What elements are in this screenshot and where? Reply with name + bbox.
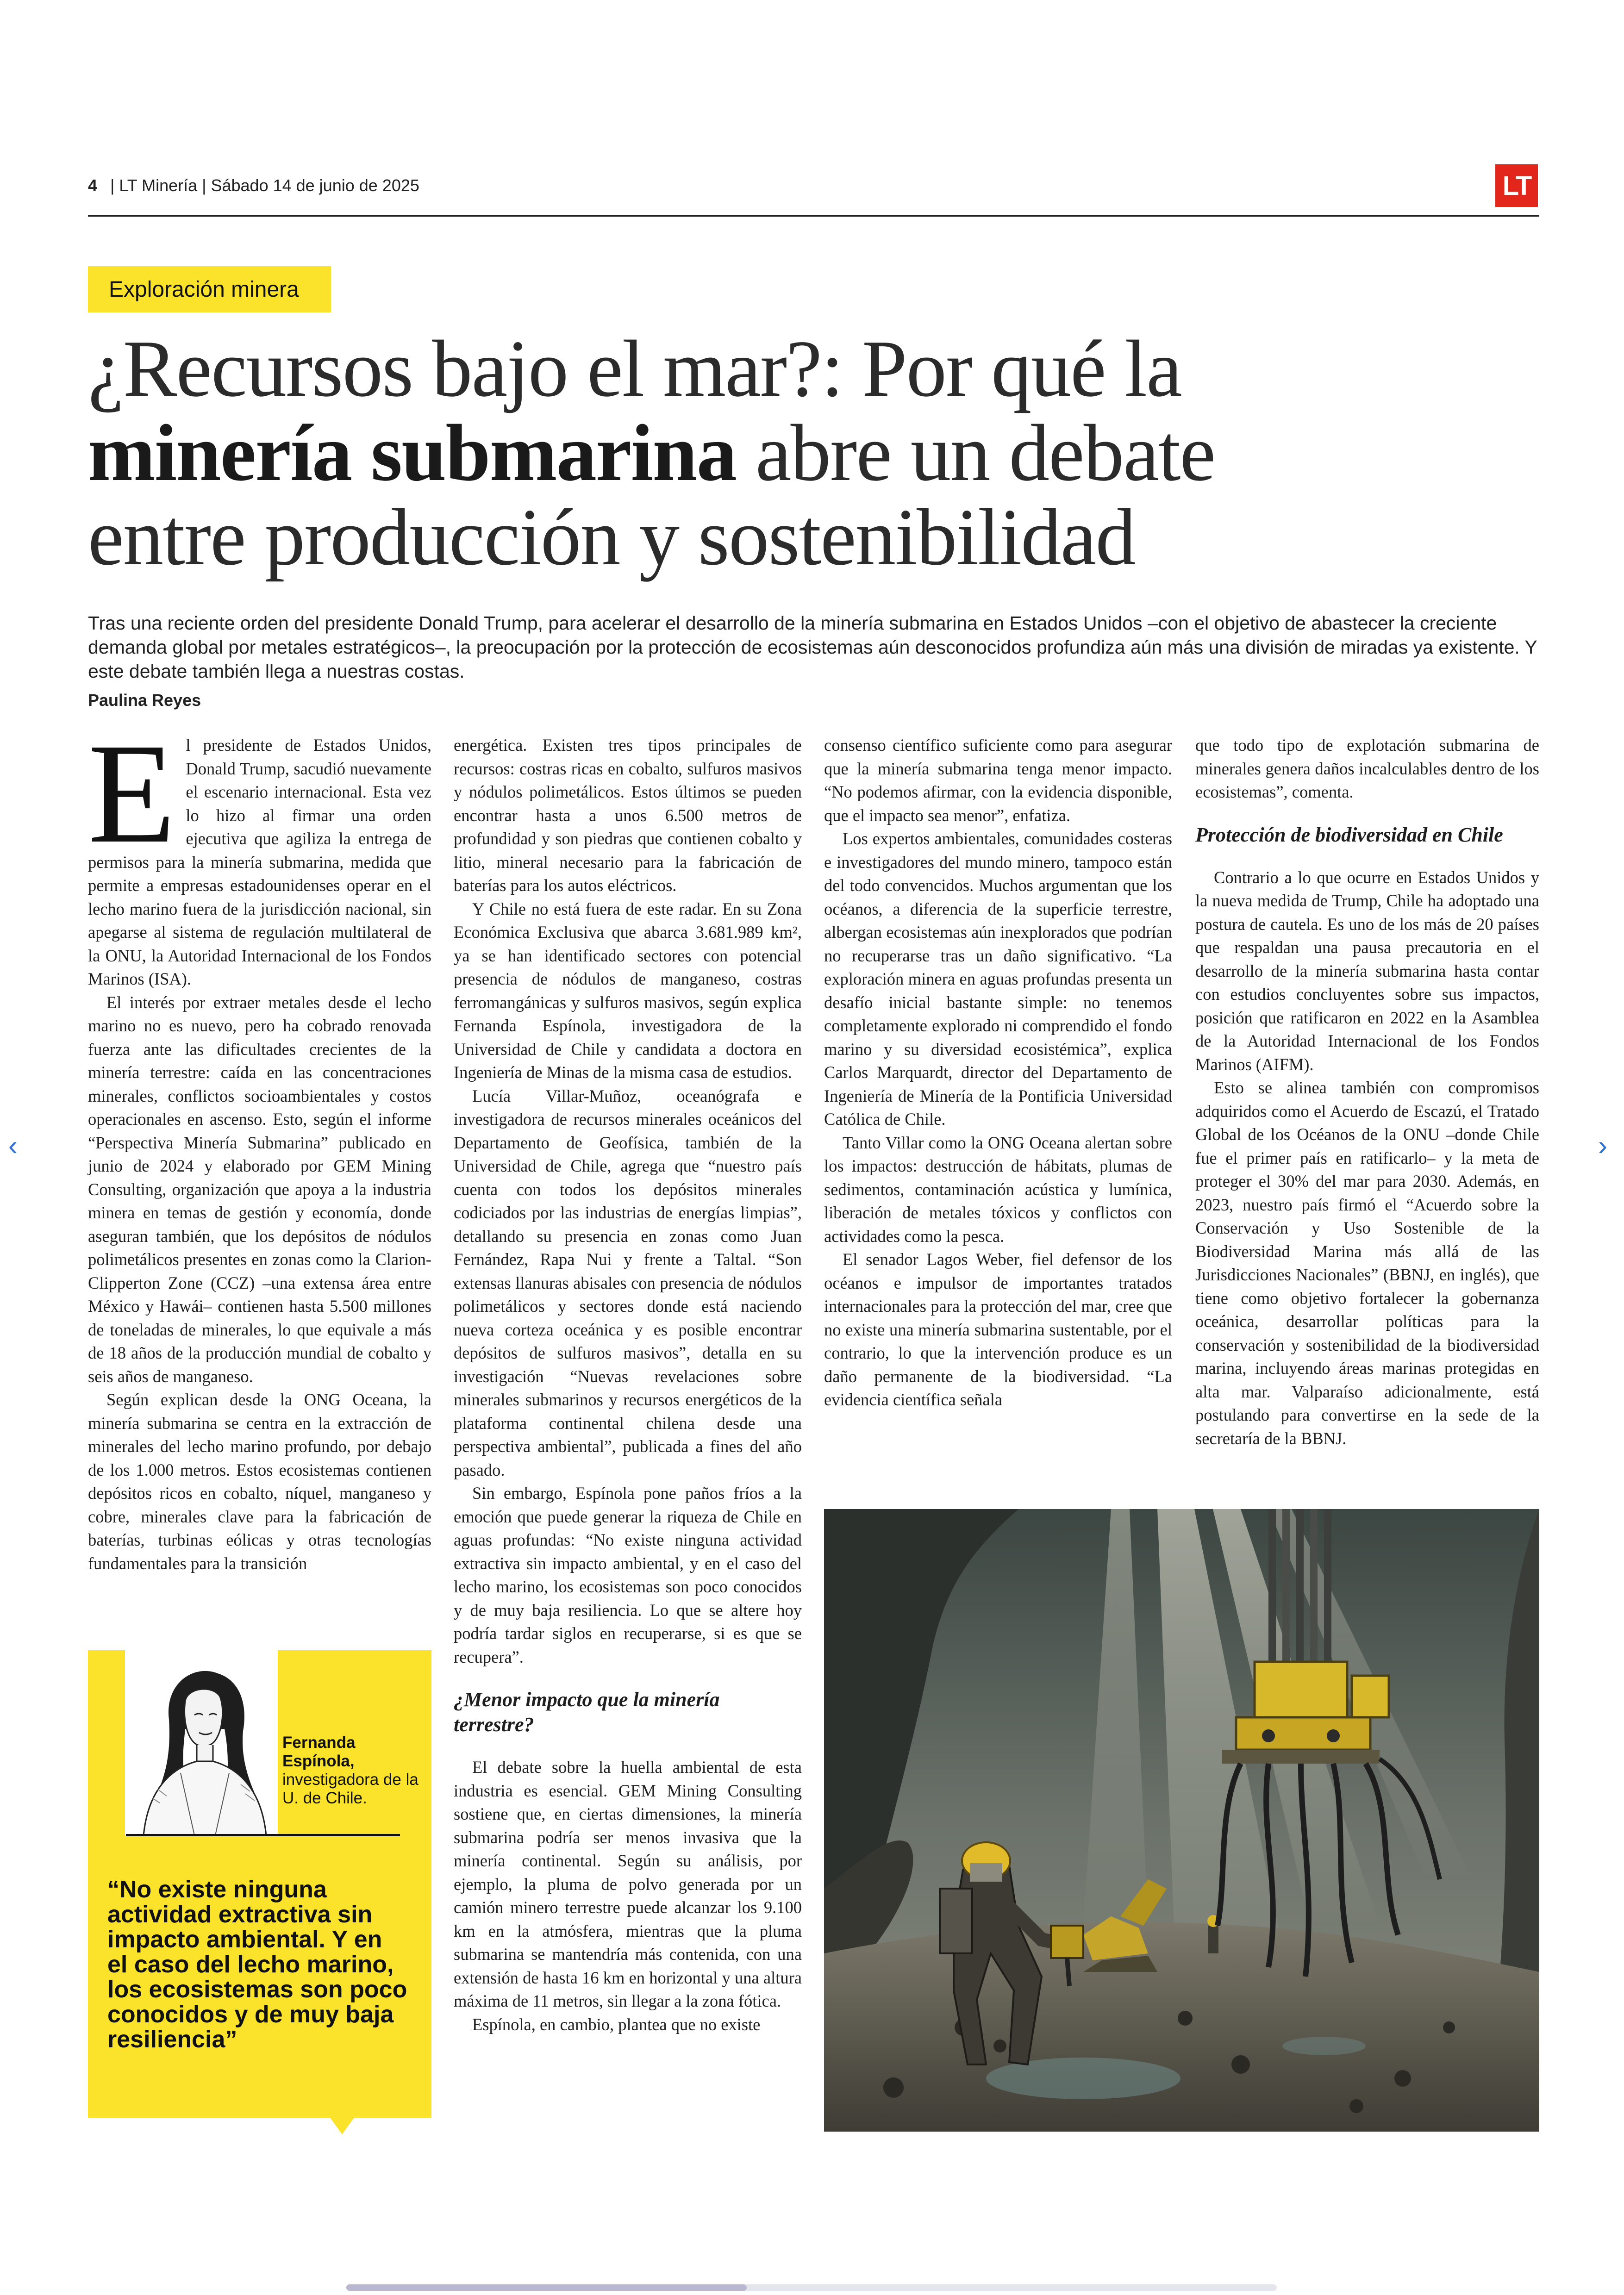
- quote-name: Fernanda Espínola,: [282, 1734, 356, 1770]
- pull-quote: “No existe ninguna actividad extractiva sin impacto ambiental. Y en el caso del lecho marino, los ecosistemas son poco conocidos y de muy baja resiliencia”: [107, 1876, 407, 2053]
- headline: [88, 324, 1539, 582]
- quote-pointer: [330, 2118, 354, 2134]
- article-paragraph: Sin embargo, Espínola pone paños fríos a la emoción que puede generar la riqueza de Chile en aguas profundas: “No existe ninguna actividad extractiva sin impacto ambiental, y en el caso del lecho marino, los ecosistemas son poco conocidos y de muy baja resiliencia. Lo que se altere hoy podría tardar siglos en recuperarse, si es que se recupera”.: [454, 1484, 802, 1666]
- portrait-illustration: [125, 1650, 278, 1835]
- article-column-2: [454, 734, 802, 2036]
- article-paragraph: que todo tipo de explotación submarina de minerales genera daños incalculables dentro de los ecosistemas”, comenta.: [1195, 736, 1539, 801]
- headline-line-1: ¿Recursos bajo el mar?: Por qué la: [88, 324, 1181, 413]
- article-column-3: [824, 734, 1172, 1412]
- quote-role: investigadora de la U. de Chile.: [282, 1771, 418, 1807]
- article-column-1: [88, 714, 431, 1575]
- article-paragraph: Lucía Villar-Muñoz, oceanógrafa e investigadora de recursos minerales oceánicos del Departamento de Geofísica, también de la Universidad de Chile, agrega que “nuestro país cuenta con todos los depósitos minerales codiciados por las industrias de energías limpias”, detallando su presencia en zonas como Juan Fernández, Rapa Nui y frente a Taltal. “Son extensas llanuras abisales con presencia de nódulos polimetálicos y sectores donde está naciendo nueva corteza oceánica y es posible encontrar depósitos de sulfuros masivos”, detalla en su investigación “Nuevas revelaciones sobre minerales submarinos y recursos energéticos de la plataforma continental chilena desde una perspectiva ambiental”, publicada a fines del año pasado.: [454, 1086, 802, 1479]
- subheading: ¿Menor impacto que la minería terrestre?: [454, 1688, 720, 1736]
- article-paragraph: Espínola, en cambio, plantea que no existe: [472, 2014, 761, 2034]
- article-paragraph: El interés por extraer metales desde el lecho marino no es nuevo, pero ha cobrado renovada fuerza ante las dificultades crecientes de la minería terrestre: caída en las concentraciones minerales, conflictos socioambientales y costos operacionales en ascenso. Esto, según el informe “Perspectiva Minería Submarina” publicado en junio de 2024 y elaborado por GEM Mining Consulting, organización que apoya a la industria minera en temas de gestión y economía, donde aseguran también, que los depósitos de nódulos polimetálicos presentes en zonas como la Clarion-Clipperton Zone (CCZ) –una extensa área entre México y Hawái– contienen hasta 5.500 millones de toneladas de minerales, lo que equivale a más de 18 años de la producción mundial de cobalto y seis años de manganeso.: [88, 992, 431, 1386]
- chevron-left-icon[interactable]: ‹: [8, 1130, 18, 1161]
- section-tag: Exploración minera: [88, 266, 331, 312]
- quote-attribution: [282, 1734, 421, 1808]
- headline-bold: minería submarina: [88, 408, 737, 498]
- article-paragraph: El senador Lagos Weber, fiel defensor de los océanos e impulsor de importantes tratados internacionales para la protección del mar, cree que no existe una minería submarina sustentable, por el contrario, lo que la intervención produce es un daño permanente de la biodiversidad. “La evidencia científica señala: [824, 1250, 1172, 1409]
- headline-line-2-rest: abre un debate: [736, 408, 1215, 498]
- quote-divider: [126, 1834, 400, 1836]
- article-column-4: [1195, 734, 1539, 1450]
- page-header: [88, 176, 419, 195]
- article-paragraph: Los expertos ambientales, comunidades costeras e investigadores del mundo minero, tampoco están del todo convencidos. Muchos argumentan que los océanos, a diferencia de la superficie terrestre, albergan ecosistemas aún inexplorados que podrían no recuperarse tras un daño significativo. “La exploración minera en aguas profundas presenta un desafío inicial bastante simple: no tenemos completamente explorado ni comprendido el fondo marino y su diversidad ecosistémica”, explica Carlos Marquardt, director del Departamento de Ingeniería de Minería de la Pontificia Universidad Católica de Chile.: [824, 829, 1172, 1129]
- deep-sea-mining-illustration: [824, 1509, 1539, 2132]
- standfirst: Tras una reciente orden del presidente Donald Trump, para acelerar el desarrollo de la minería submarina en Estados Unidos –con el objetivo de abastecer la creciente demanda global por metales estratégicos–, la preocupación por la protección de ecosistemas aún desconocidos profundiza aún más una división de miradas ya existente. Y este debate también llega a nuestras costas.: [88, 612, 1537, 682]
- article-paragraph: Tanto Villar como la ONG Oceana alertan sobre los impactos: destrucción de hábitats, plumas de sedimentos, contaminación acústica y lumínica, liberación de metales tóxicos y conflictos con actividades como la pesca.: [824, 1133, 1172, 1246]
- article-paragraph: Según explican desde la ONG Oceana, la minería submarina se centra en la extracción de minerales del lecho marino profundo, por debajo de los 1.000 metros. Estos ecosistemas contienen depósitos ricos en cobalto, níquel, manganeso y cobre, minerales clave para la fabricación de baterías, turbinas eólicas y otras tecnologías fundamentales para la transición: [88, 1390, 431, 1573]
- page-number: 4: [88, 176, 98, 195]
- chevron-right-icon[interactable]: ›: [1598, 1130, 1607, 1161]
- scrollbar-thumb[interactable]: [346, 2284, 747, 2291]
- article-paragraph: Esto se alinea también con compromisos adquiridos como el Acuerdo de Escazú, el Tratado Global de los Océanos de la ONU –donde Chile fue el primer país en ratificarlo– y la meta de proteger el 30% del mar para 2030. Además, en 2023, nuestro país firmó el “Acuerdo sobre la Conservación y Uso Sostenible de la Biodiversidad Marina más allá de las Jurisdicciones Nacionales” (BBNJ, en inglés), que tiene como objetivo fortalecer la gobernanza oceánica, desarrollar políticas para la conservación y sostenibilidad de la biodiversidad marina, incluyendo áreas marinas protegidas en alta mar. Valparaíso adicionalmente, está postulando para convertirse en la sede de la secretaría de la BBNJ.: [1195, 1078, 1539, 1448]
- article-paragraph: energética. Existen tres tipos principales de recursos: costras ricas en cobalto, sulfuros masivos y nódulos polimetálicos. Estos últimos se pueden encontrar hasta a unos 6.500 metros de profundidad y son piedras que contienen cobalto y litio, mineral necesario para la fabricación de baterías para los autos eléctricos.: [454, 736, 802, 895]
- drop-cap: E: [88, 714, 176, 873]
- article-paragraph: El presidente de Estados Unidos, Donald Trump, sacudió nuevamente el escenario internacional. Esta vez lo hizo al firmar una orden ejecutiva que agiliza la entrega de permisos para la minería submarina, medida que permite a empresas estadounidenses operar en el lecho marino fuera de la jurisdicción nacional, sin apegarse al sistema de regulación multilateral de la ONU, la Autoridad Internacional de los Fondos Marinos (ISA).: [88, 714, 431, 988]
- article-paragraph: El debate sobre la huella ambiental de esta industria es esencial. GEM Mining Consulting sostiene que, en ciertas dimensiones, la minería submarina podría ser menos invasiva que la minería continental. Según su análisis, por ejemplo, la pluma de polvo generada por un camión minero terrestre puede alcanzar los 9.100 km en la atmósfera, mientras que la pluma submarina se mantendría más contenida, con una extensión de hasta 16 km en horizontal y una altura máxima de 11 metros, sin llegar a la zona fótica.: [454, 1758, 802, 2010]
- header-info: | LT Minería | Sábado 14 de junio de 2025: [110, 176, 419, 195]
- article-paragraph: Y Chile no está fuera de este radar. En su Zona Económica Exclusiva que abarca 3.681.989 km², ya se han identificado sectores con potencial presencia de nódulos de manganeso, costras ferromangánicas y sulfuros masivos, según explica Fernanda Espínola, investigadora de la Universidad de Chile y candidata a doctora en Ingeniería de Minas de la misma casa de estudios.: [454, 899, 802, 1082]
- headline-line-3: entre producción y sostenibilidad: [88, 492, 1135, 582]
- subheading: Protección de biodiversidad en Chile: [1195, 823, 1503, 846]
- byline: Paulina Reyes: [88, 691, 201, 710]
- header-divider: [88, 215, 1539, 217]
- article-paragraph: consenso científico suficiente como para asegurar que la minería submarina tenga menor impacto. “No podemos afirmar, con la evidencia disponible, que el impacto sea menor”, enfatiza.: [824, 736, 1172, 825]
- lt-logo: LT: [1495, 164, 1538, 207]
- article-paragraph: Contrario a lo que ocurre en Estados Unidos y la nueva medida de Trump, Chile ha adoptado una postura de cautela. Es uno de los más de 20 países que respaldan una pausa precautoria en el desarrollo de la minería submarina hasta contar con estudios concluyentes sobre sus impactos, posición que ratificaron en 2022 en la Asamblea de la Autoridad Internacional de los Fondos Marinos (AIFM).: [1195, 867, 1539, 1074]
- headline-line-2: [88, 408, 1539, 498]
